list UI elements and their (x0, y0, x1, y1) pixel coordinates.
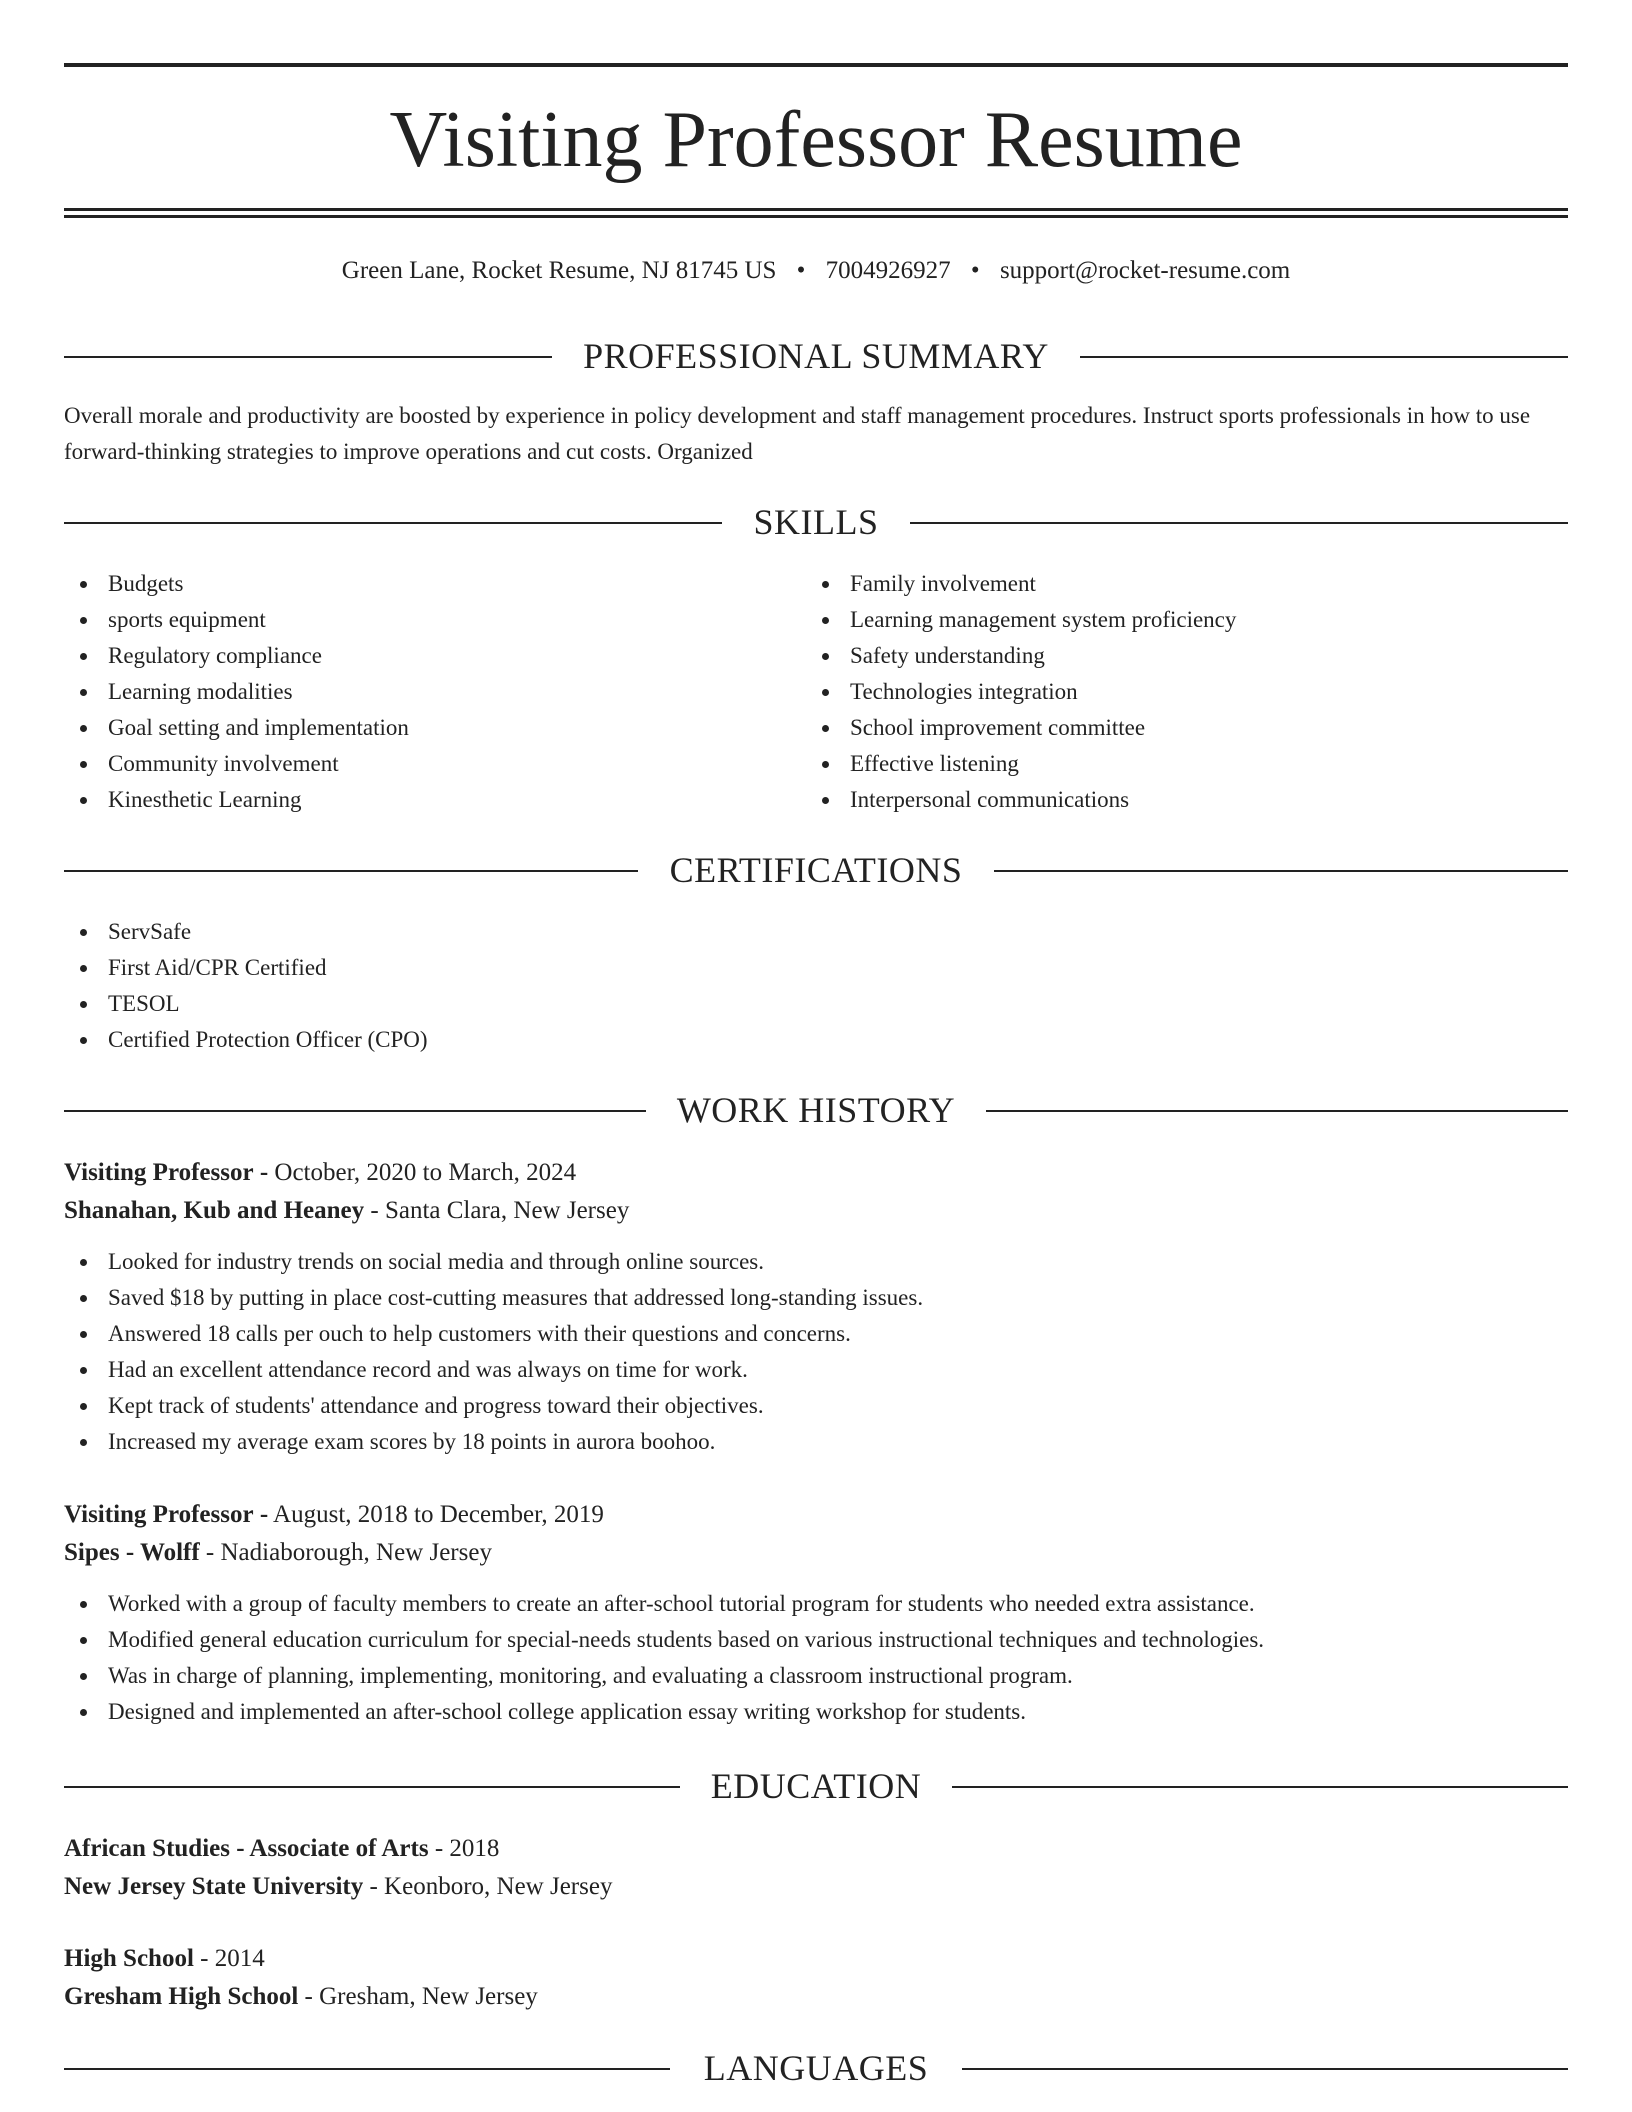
title-rule-upper (64, 208, 1568, 211)
skill-item: Community involvement (64, 746, 806, 782)
education-degree-line (64, 1830, 1568, 1868)
education-location: Keonboro, New Jersey (384, 1873, 613, 1900)
job-title-line (64, 1496, 1568, 1534)
job-company: Shanahan, Kub and Heaney (64, 1197, 365, 1224)
job-bullet: Modified general education curriculum for special-needs students based on various instructional techniques and technologies. (64, 1622, 1568, 1658)
skill-item: Effective listening (806, 746, 1548, 782)
contact-separator: • (796, 257, 806, 284)
section-heading-education (64, 1764, 1568, 1808)
education-entry (64, 1830, 1568, 1906)
certifications-list (64, 914, 1568, 1058)
contact-separator: • (970, 257, 980, 284)
education-dash: - (434, 1835, 444, 1862)
education-year: 2014 (214, 1945, 265, 1972)
job-dates: October, 2020 to March, 2024 (274, 1159, 577, 1186)
education-school-line (64, 1978, 1568, 2016)
section-heading-work-history (64, 1088, 1568, 1132)
section-title: PROFESSIONAL SUMMARY (583, 336, 1049, 376)
section-heading-skills (64, 500, 1568, 544)
skill-item: School improvement committee (806, 710, 1548, 746)
job-bullet: Answered 18 calls per ouch to help customers with their questions and concerns. (64, 1316, 1568, 1352)
education-degree: African Studies - Associate of Arts (64, 1835, 429, 1862)
job-dash: - (205, 1539, 215, 1566)
job-bullet: Designed and implemented an after-school college application essay writing workshop for students. (64, 1694, 1568, 1730)
education-dash: - (304, 1983, 313, 2010)
heading-rule (994, 870, 1568, 872)
skill-item: Safety understanding (806, 638, 1548, 674)
job-bullet: Kept track of students' attendance and progress toward their objectives. (64, 1388, 1568, 1424)
skill-item: Family involvement (806, 566, 1548, 602)
skill-item: Regulatory compliance (64, 638, 806, 674)
education-school: New Jersey State University (64, 1873, 364, 1900)
education-entry (64, 1940, 1568, 2016)
job-bullets (64, 1586, 1568, 1730)
skills-list-right (806, 566, 1548, 818)
heading-rule (986, 1110, 1568, 1112)
skill-item: Goal setting and implementation (64, 710, 806, 746)
certifications (64, 914, 1568, 1058)
skill-item: Kinesthetic Learning (64, 782, 806, 818)
job-bullet: Worked with a group of faculty members to create an after-school tutorial program for students who needed extra assistance. (64, 1586, 1568, 1622)
job-bullet: Looked for industry trends on social media and through online sources. (64, 1244, 1568, 1280)
job-title: Visiting Professor (64, 1159, 254, 1186)
summary-text: Overall morale and productivity are boosted by experience in policy development and staff management procedures. Instruct sports professionals in how to use forward-thinking strategies to improve operations and cut costs. Organized (64, 403, 1531, 464)
skill-item: Technologies integration (806, 674, 1548, 710)
job-dash: - (259, 1501, 269, 1528)
contact-phone: 7004926927 (825, 257, 951, 284)
section-title: LANGUAGES (703, 2048, 929, 2088)
title-rule-lower (64, 215, 1568, 218)
section-heading-summary (64, 334, 1568, 378)
education-degree-line (64, 1940, 1568, 1978)
skill-item: Learning management system proficiency (806, 602, 1548, 638)
education-school-line (64, 1868, 1568, 1906)
job-company-line (64, 1192, 1568, 1230)
heading-rule (1080, 356, 1568, 358)
education-location: Gresham, New Jersey (319, 1983, 538, 2010)
job-bullet: Increased my average exam scores by 18 points in aurora boohoo. (64, 1424, 1568, 1460)
page-title: Visiting Professor Resume (389, 96, 1243, 184)
job-bullet: Saved $18 by putting in place cost-cutting measures that addressed long-standing issues. (64, 1280, 1568, 1316)
education-dash: - (369, 1873, 378, 1900)
heading-rule (962, 2068, 1568, 2070)
job-company-line (64, 1534, 1568, 1572)
skills-list-left (64, 566, 806, 818)
section-heading-languages (64, 2046, 1568, 2090)
certification-item: TESOL (64, 986, 1568, 1022)
top-rule (64, 63, 1568, 67)
section-title: EDUCATION (710, 1766, 922, 1806)
job-location: Santa Clara, New Jersey (384, 1197, 630, 1224)
job-entry (64, 1496, 1568, 1730)
job-bullet: Had an excellent attendance record and was always on time for work. (64, 1352, 1568, 1388)
job-dash: - (259, 1159, 269, 1186)
job-dates: August, 2018 to December, 2019 (273, 1501, 604, 1528)
certification-item: First Aid/CPR Certified (64, 950, 1568, 986)
contact-line (0, 254, 1632, 288)
skill-item: Interpersonal communications (806, 782, 1548, 818)
education-degree: High School (64, 1945, 194, 1972)
job-title-line (64, 1154, 1568, 1192)
section-title: CERTIFICATIONS (669, 850, 963, 890)
section-title: SKILLS (753, 502, 879, 542)
skill-item: Budgets (64, 566, 806, 602)
education-dash: - (200, 1945, 209, 1972)
certification-item: ServSafe (64, 914, 1568, 950)
job-location: Nadiaborough, New Jersey (220, 1539, 492, 1566)
job-entry (64, 1154, 1568, 1460)
contact-email: support@rocket-resume.com (999, 257, 1291, 284)
section-title: WORK HISTORY (676, 1090, 956, 1130)
job-title: Visiting Professor (64, 1501, 254, 1528)
job-dash: - (370, 1197, 379, 1224)
contact-address: Green Lane, Rocket Resume, NJ 81745 US (341, 257, 777, 284)
skill-item: sports equipment (64, 602, 806, 638)
job-bullet: Was in charge of planning, implementing, monitoring, and evaluating a classroom instructional program. (64, 1658, 1568, 1694)
skills-columns (64, 566, 1568, 818)
job-bullets (64, 1244, 1568, 1460)
job-company: Sipes - Wolff (64, 1539, 200, 1566)
heading-rule (952, 1786, 1568, 1788)
heading-rule (910, 522, 1568, 524)
skill-item: Learning modalities (64, 674, 806, 710)
education-school: Gresham High School (64, 1983, 299, 2010)
education-year: 2018 (449, 1835, 500, 1862)
section-heading-certifications (64, 848, 1568, 892)
certification-item: Certified Protection Officer (CPO) (64, 1022, 1568, 1058)
